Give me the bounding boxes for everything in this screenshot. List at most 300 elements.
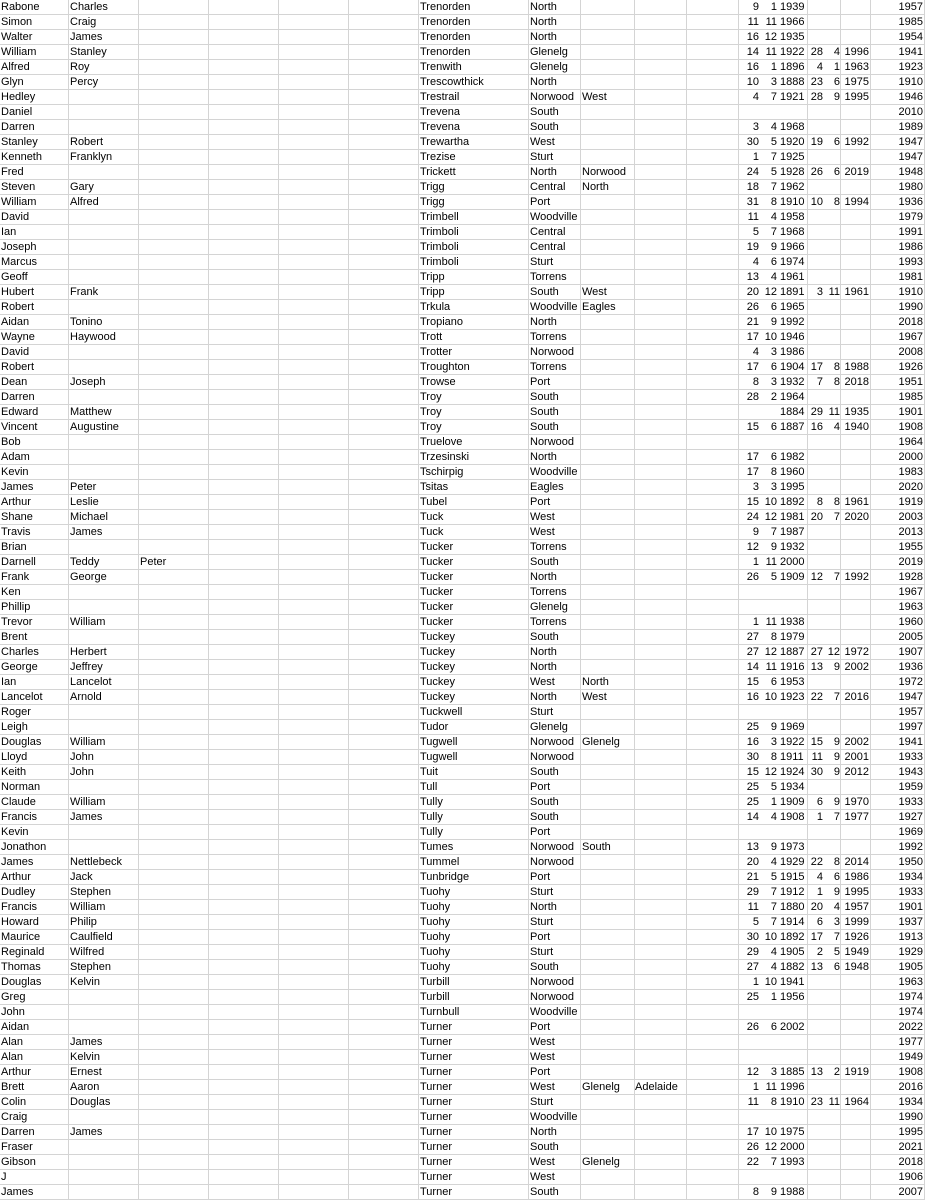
table-cell[interactable]: Douglas xyxy=(1,736,42,748)
table-cell[interactable] xyxy=(581,570,635,584)
table-cell[interactable]: 2008 xyxy=(898,346,923,358)
table-cell[interactable]: 1961 xyxy=(844,286,869,298)
table-cell[interactable]: 9 xyxy=(752,1,759,13)
table-cell[interactable]: 16 xyxy=(810,421,823,433)
table-cell[interactable]: 1905 xyxy=(898,961,923,973)
table-cell[interactable]: Trigg xyxy=(420,196,445,208)
table-cell[interactable] xyxy=(581,255,635,269)
table-cell[interactable] xyxy=(761,435,779,449)
table-cell[interactable]: Central xyxy=(530,226,566,238)
table-cell[interactable]: 3 xyxy=(752,481,759,493)
table-cell[interactable]: Stanley xyxy=(1,136,38,148)
table-cell[interactable]: Arthur xyxy=(1,871,31,883)
table-cell[interactable]: Tuohy xyxy=(420,886,451,898)
table-cell[interactable] xyxy=(634,195,688,209)
table-cell[interactable]: Turnbull xyxy=(420,1006,460,1018)
table-cell[interactable]: Trott xyxy=(420,331,443,343)
table-cell[interactable]: 1933 xyxy=(898,796,923,808)
table-cell[interactable]: 8 xyxy=(833,196,840,208)
table-cell[interactable]: Trevena xyxy=(420,121,460,133)
table-cell[interactable] xyxy=(738,825,761,839)
table-cell[interactable] xyxy=(842,825,871,839)
table-cell[interactable]: 1968 xyxy=(780,226,805,238)
table-cell[interactable]: 3 xyxy=(770,376,777,388)
table-cell[interactable]: 8 xyxy=(770,631,777,643)
table-cell[interactable]: South xyxy=(530,796,559,808)
table-cell[interactable]: 4 xyxy=(770,211,777,223)
table-cell[interactable]: West xyxy=(582,286,607,298)
table-cell[interactable]: Torrens xyxy=(530,586,567,598)
table-cell[interactable]: Stanley xyxy=(70,46,107,58)
table-cell[interactable] xyxy=(634,1065,688,1079)
table-cell[interactable]: West xyxy=(530,1156,555,1168)
table-cell[interactable] xyxy=(825,345,842,359)
table-cell[interactable]: 4 xyxy=(833,46,840,58)
table-cell[interactable]: Tripp xyxy=(420,271,445,283)
table-cell[interactable]: Truelove xyxy=(420,436,463,448)
table-cell[interactable] xyxy=(825,465,842,479)
table-cell[interactable]: Hubert xyxy=(1,286,35,298)
table-cell[interactable]: 1977 xyxy=(898,1036,923,1048)
table-cell[interactable]: J xyxy=(1,1171,7,1183)
table-cell[interactable]: 1986 xyxy=(780,346,805,358)
table-cell[interactable] xyxy=(808,30,825,44)
table-cell[interactable] xyxy=(634,915,688,929)
table-cell[interactable]: 1932 xyxy=(780,541,805,553)
table-cell[interactable] xyxy=(825,315,842,329)
table-cell[interactable]: 9 xyxy=(833,661,840,673)
table-cell[interactable] xyxy=(634,420,688,434)
table-cell[interactable]: Fraser xyxy=(1,1141,33,1153)
table-cell[interactable] xyxy=(581,375,635,389)
table-cell[interactable]: 2002 xyxy=(780,1021,805,1033)
table-cell[interactable]: Trestrail xyxy=(420,91,460,103)
table-cell[interactable] xyxy=(842,315,871,329)
table-cell[interactable]: Tschirpig xyxy=(420,466,464,478)
table-cell[interactable] xyxy=(139,495,209,509)
table-cell[interactable]: Stephen xyxy=(70,961,111,973)
table-cell[interactable] xyxy=(825,1005,842,1019)
table-cell[interactable]: 9 xyxy=(833,751,840,763)
table-cell[interactable] xyxy=(581,660,635,674)
table-cell[interactable]: 28 xyxy=(810,91,823,103)
table-cell[interactable]: 1963 xyxy=(898,601,923,613)
table-cell[interactable]: 4 xyxy=(770,271,777,283)
table-cell[interactable] xyxy=(761,825,779,839)
table-cell[interactable] xyxy=(139,750,209,764)
table-cell[interactable]: 2007 xyxy=(898,1186,923,1198)
table-cell[interactable]: Tuckey xyxy=(420,676,456,688)
table-cell[interactable]: Woodville xyxy=(530,301,578,313)
table-cell[interactable]: Robert xyxy=(70,136,104,148)
table-cell[interactable] xyxy=(808,450,825,464)
table-cell[interactable]: Trevor xyxy=(1,616,33,628)
table-cell[interactable] xyxy=(69,300,139,314)
table-cell[interactable] xyxy=(738,405,761,419)
table-cell[interactable] xyxy=(634,375,688,389)
table-cell[interactable]: William xyxy=(1,46,37,58)
table-cell[interactable]: Reginald xyxy=(1,946,45,958)
table-cell[interactable] xyxy=(825,15,842,29)
table-cell[interactable]: Daniel xyxy=(1,106,33,118)
table-cell[interactable]: Wilfred xyxy=(70,946,105,958)
table-cell[interactable]: 18 xyxy=(746,181,759,193)
table-cell[interactable]: Glenelg xyxy=(530,721,568,733)
table-cell[interactable]: Jeffrey xyxy=(70,661,103,673)
table-cell[interactable] xyxy=(581,525,635,539)
table-cell[interactable]: Steven xyxy=(1,181,36,193)
table-cell[interactable]: Lloyd xyxy=(1,751,28,763)
table-cell[interactable]: Norwood xyxy=(530,991,575,1003)
table-cell[interactable] xyxy=(139,45,209,59)
table-cell[interactable]: Sturt xyxy=(530,151,554,163)
table-cell[interactable] xyxy=(581,585,635,599)
table-cell[interactable]: Francis xyxy=(1,811,38,823)
table-cell[interactable]: 12 xyxy=(764,31,777,43)
table-cell[interactable] xyxy=(139,120,209,134)
table-cell[interactable] xyxy=(761,705,779,719)
table-cell[interactable]: 1987 xyxy=(780,526,805,538)
table-cell[interactable] xyxy=(808,0,825,14)
table-cell[interactable]: 27 xyxy=(746,961,759,973)
table-cell[interactable] xyxy=(825,975,842,989)
table-cell[interactable] xyxy=(139,615,209,629)
table-cell[interactable]: 9 xyxy=(770,721,777,733)
table-cell[interactable] xyxy=(139,375,209,389)
table-cell[interactable]: 26 xyxy=(746,571,759,583)
table-cell[interactable] xyxy=(139,450,209,464)
table-cell[interactable]: 2000 xyxy=(898,451,923,463)
table-cell[interactable] xyxy=(808,150,825,164)
table-cell[interactable]: William xyxy=(70,796,106,808)
table-cell[interactable]: Trowse xyxy=(420,376,456,388)
table-cell[interactable] xyxy=(69,1170,139,1184)
table-cell[interactable]: Port xyxy=(530,826,551,838)
table-cell[interactable]: Torrens xyxy=(530,361,567,373)
table-cell[interactable]: William xyxy=(1,196,37,208)
table-cell[interactable]: 1926 xyxy=(844,931,869,943)
table-cell[interactable]: 9 xyxy=(833,886,840,898)
table-cell[interactable] xyxy=(738,1170,761,1184)
table-cell[interactable]: 11 xyxy=(747,211,759,223)
table-cell[interactable]: 1909 xyxy=(780,571,805,583)
table-cell[interactable] xyxy=(581,135,635,149)
table-cell[interactable] xyxy=(581,885,635,899)
table-cell[interactable]: 11 xyxy=(811,751,823,763)
table-cell[interactable]: Lancelot xyxy=(70,676,112,688)
table-cell[interactable]: 1939 xyxy=(780,1,805,13)
table-cell[interactable]: Glenelg xyxy=(582,1156,620,1168)
table-cell[interactable] xyxy=(634,165,688,179)
table-cell[interactable]: 1887 xyxy=(780,421,805,433)
table-cell[interactable]: South xyxy=(530,286,559,298)
table-cell[interactable] xyxy=(69,105,139,119)
table-cell[interactable]: 10 xyxy=(764,931,777,943)
table-cell[interactable] xyxy=(581,0,635,14)
table-cell[interactable]: 1995 xyxy=(898,1126,923,1138)
table-cell[interactable]: 15 xyxy=(746,421,759,433)
table-cell[interactable] xyxy=(139,270,209,284)
table-cell[interactable]: North xyxy=(530,691,557,703)
table-cell[interactable] xyxy=(842,180,871,194)
table-cell[interactable] xyxy=(139,180,209,194)
table-cell[interactable]: Tully xyxy=(420,826,443,838)
table-cell[interactable]: 1967 xyxy=(898,586,923,598)
table-cell[interactable]: North xyxy=(530,571,557,583)
table-cell[interactable]: 1940 xyxy=(844,421,869,433)
table-cell[interactable] xyxy=(634,105,688,119)
table-cell[interactable] xyxy=(139,840,209,854)
table-cell[interactable]: Darren xyxy=(1,1126,35,1138)
table-cell[interactable] xyxy=(581,150,635,164)
table-cell[interactable] xyxy=(139,780,209,794)
table-cell[interactable]: Port xyxy=(530,376,551,388)
table-cell[interactable] xyxy=(581,420,635,434)
table-cell[interactable] xyxy=(825,555,842,569)
table-cell[interactable] xyxy=(808,465,825,479)
table-cell[interactable] xyxy=(842,0,871,14)
table-cell[interactable]: 1923 xyxy=(898,61,923,73)
table-cell[interactable] xyxy=(69,240,139,254)
table-cell[interactable] xyxy=(581,240,635,254)
table-cell[interactable]: 1964 xyxy=(780,391,805,403)
table-cell[interactable]: Leslie xyxy=(70,496,99,508)
table-cell[interactable]: Torrens xyxy=(530,616,567,628)
table-cell[interactable]: 1924 xyxy=(780,766,805,778)
table-cell[interactable]: Alfred xyxy=(1,61,30,73)
table-cell[interactable] xyxy=(842,720,871,734)
table-cell[interactable] xyxy=(634,960,688,974)
table-cell[interactable]: Turbill xyxy=(420,991,450,1003)
table-cell[interactable]: 1963 xyxy=(844,61,869,73)
table-cell[interactable] xyxy=(69,825,139,839)
table-cell[interactable]: 1957 xyxy=(898,1,923,13)
table-cell[interactable]: 1901 xyxy=(898,406,923,418)
table-cell[interactable] xyxy=(808,435,825,449)
table-cell[interactable]: 4 xyxy=(770,961,777,973)
table-cell[interactable]: 6 xyxy=(770,256,777,268)
table-cell[interactable] xyxy=(581,435,635,449)
table-cell[interactable]: Glenelg xyxy=(582,736,620,748)
table-cell[interactable]: 25 xyxy=(746,796,759,808)
table-cell[interactable] xyxy=(808,825,825,839)
table-cell[interactable]: Torrens xyxy=(530,331,567,343)
table-cell[interactable] xyxy=(139,1125,209,1139)
table-cell[interactable] xyxy=(581,645,635,659)
table-cell[interactable] xyxy=(825,330,842,344)
table-cell[interactable]: Tucker xyxy=(420,616,454,628)
table-cell[interactable]: 3 xyxy=(752,121,759,133)
table-cell[interactable]: 28 xyxy=(746,391,759,403)
table-cell[interactable]: North xyxy=(582,676,609,688)
table-cell[interactable]: 1960 xyxy=(898,616,923,628)
table-cell[interactable] xyxy=(581,705,635,719)
table-cell[interactable]: Trimboli xyxy=(420,226,459,238)
table-cell[interactable] xyxy=(808,585,825,599)
table-cell[interactable]: 1908 xyxy=(898,421,923,433)
table-cell[interactable]: Ian xyxy=(1,676,17,688)
table-cell[interactable]: Port xyxy=(530,496,551,508)
table-cell[interactable]: James xyxy=(70,1126,103,1138)
table-cell[interactable] xyxy=(825,105,842,119)
table-cell[interactable]: 1908 xyxy=(898,1066,923,1078)
table-cell[interactable]: Port xyxy=(530,196,551,208)
table-cell[interactable] xyxy=(808,225,825,239)
table-cell[interactable] xyxy=(581,1110,635,1124)
table-cell[interactable] xyxy=(808,345,825,359)
table-cell[interactable]: 22 xyxy=(746,1156,759,1168)
table-cell[interactable]: 1946 xyxy=(780,331,805,343)
table-cell[interactable] xyxy=(842,270,871,284)
table-cell[interactable]: James xyxy=(1,481,34,493)
table-cell[interactable]: 8 xyxy=(770,196,777,208)
table-cell[interactable]: 4 xyxy=(816,61,823,73)
table-cell[interactable]: Kenneth xyxy=(1,151,42,163)
table-cell[interactable] xyxy=(738,435,761,449)
table-cell[interactable]: 8 xyxy=(816,496,823,508)
table-cell[interactable]: Tuohy xyxy=(420,901,451,913)
table-cell[interactable]: 13 xyxy=(810,961,823,973)
table-cell[interactable]: Arthur xyxy=(1,496,31,508)
table-cell[interactable]: Alfred xyxy=(70,196,99,208)
table-cell[interactable]: Norwood xyxy=(530,346,575,358)
table-cell[interactable] xyxy=(808,1110,825,1124)
table-cell[interactable]: Tugwell xyxy=(420,736,458,748)
table-cell[interactable]: 1887 xyxy=(780,646,805,658)
table-cell[interactable]: 1904 xyxy=(780,361,805,373)
table-cell[interactable]: Travis xyxy=(1,526,31,538)
table-cell[interactable] xyxy=(139,1170,209,1184)
table-cell[interactable]: Joseph xyxy=(70,376,106,388)
table-cell[interactable] xyxy=(139,285,209,299)
table-cell[interactable] xyxy=(779,705,809,719)
table-cell[interactable]: Turner xyxy=(420,1051,452,1063)
table-cell[interactable] xyxy=(779,825,809,839)
table-cell[interactable]: Ken xyxy=(1,586,21,598)
table-cell[interactable] xyxy=(581,825,635,839)
table-cell[interactable] xyxy=(139,630,209,644)
table-cell[interactable]: Trenorden xyxy=(420,46,471,58)
table-cell[interactable] xyxy=(825,630,842,644)
table-cell[interactable]: 11 xyxy=(765,661,777,673)
table-cell[interactable] xyxy=(634,930,688,944)
table-cell[interactable]: James xyxy=(1,856,34,868)
table-cell[interactable] xyxy=(139,1095,209,1109)
table-cell[interactable] xyxy=(581,540,635,554)
table-cell[interactable]: Gibson xyxy=(1,1156,36,1168)
table-cell[interactable]: Trzesinski xyxy=(420,451,470,463)
table-cell[interactable]: 6 xyxy=(770,676,777,688)
table-cell[interactable] xyxy=(69,780,139,794)
table-cell[interactable]: Craig xyxy=(70,16,97,28)
table-cell[interactable]: Sturt xyxy=(530,946,554,958)
table-cell[interactable]: 9 xyxy=(770,841,777,853)
table-cell[interactable]: 13 xyxy=(810,661,823,673)
table-cell[interactable] xyxy=(581,480,635,494)
table-cell[interactable]: 1949 xyxy=(844,946,869,958)
table-cell[interactable]: Turner xyxy=(420,1021,452,1033)
table-cell[interactable] xyxy=(634,405,688,419)
table-cell[interactable] xyxy=(634,735,688,749)
table-cell[interactable]: 1888 xyxy=(780,76,805,88)
table-cell[interactable]: 2013 xyxy=(898,526,923,538)
table-cell[interactable]: Dudley xyxy=(1,886,36,898)
table-cell[interactable]: Roy xyxy=(70,61,90,73)
table-cell[interactable]: 1995 xyxy=(844,91,869,103)
table-cell[interactable]: North xyxy=(530,1126,557,1138)
table-cell[interactable] xyxy=(581,555,635,569)
table-cell[interactable]: 27 xyxy=(746,646,759,658)
table-cell[interactable] xyxy=(634,870,688,884)
table-cell[interactable]: Torrens xyxy=(530,271,567,283)
table-cell[interactable]: 4 xyxy=(770,811,777,823)
table-cell[interactable] xyxy=(842,330,871,344)
table-cell[interactable]: 1950 xyxy=(898,856,923,868)
table-cell[interactable] xyxy=(69,120,139,134)
table-cell[interactable]: 1974 xyxy=(780,256,805,268)
table-cell[interactable] xyxy=(139,1140,209,1154)
table-cell[interactable] xyxy=(761,105,779,119)
table-cell[interactable] xyxy=(139,405,209,419)
table-cell[interactable] xyxy=(634,855,688,869)
table-cell[interactable]: 1989 xyxy=(898,121,923,133)
table-cell[interactable] xyxy=(808,780,825,794)
table-cell[interactable] xyxy=(842,525,871,539)
table-cell[interactable]: 4 xyxy=(833,901,840,913)
table-cell[interactable]: Walter xyxy=(1,31,33,43)
table-cell[interactable]: 2010 xyxy=(898,106,923,118)
table-cell[interactable]: 12 xyxy=(764,646,777,658)
table-cell[interactable]: 2000 xyxy=(780,1141,805,1153)
table-cell[interactable]: 1 xyxy=(752,1081,759,1093)
table-cell[interactable]: 1909 xyxy=(780,796,805,808)
table-cell[interactable]: Woodville xyxy=(530,1006,578,1018)
table-cell[interactable] xyxy=(581,810,635,824)
table-cell[interactable] xyxy=(139,1020,209,1034)
table-cell[interactable]: George xyxy=(70,571,107,583)
table-cell[interactable]: 6 xyxy=(816,796,823,808)
table-cell[interactable]: 1951 xyxy=(898,376,923,388)
table-cell[interactable]: 11 xyxy=(828,1096,840,1108)
table-cell[interactable] xyxy=(825,1080,842,1094)
table-cell[interactable] xyxy=(69,540,139,554)
table-cell[interactable]: Tuckey xyxy=(420,691,456,703)
table-cell[interactable] xyxy=(139,975,209,989)
table-cell[interactable] xyxy=(69,255,139,269)
table-cell[interactable]: 5 xyxy=(770,871,777,883)
table-cell[interactable] xyxy=(779,600,809,614)
table-cell[interactable]: 1910 xyxy=(780,196,805,208)
table-cell[interactable]: 1928 xyxy=(898,571,923,583)
table-cell[interactable] xyxy=(581,870,635,884)
table-cell[interactable] xyxy=(825,0,842,14)
table-cell[interactable] xyxy=(634,690,688,704)
table-cell[interactable]: 1933 xyxy=(898,886,923,898)
table-cell[interactable]: Turner xyxy=(420,1126,452,1138)
table-cell[interactable] xyxy=(581,615,635,629)
table-cell[interactable]: Tubel xyxy=(420,496,448,508)
table-cell[interactable]: Ernest xyxy=(70,1066,102,1078)
table-cell[interactable] xyxy=(634,225,688,239)
table-cell[interactable]: Tropiano xyxy=(420,316,464,328)
table-cell[interactable] xyxy=(808,1170,825,1184)
table-cell[interactable] xyxy=(634,480,688,494)
table-cell[interactable]: Trenwith xyxy=(420,61,462,73)
table-cell[interactable] xyxy=(634,15,688,29)
table-cell[interactable]: 6 xyxy=(770,451,777,463)
table-cell[interactable]: 1907 xyxy=(898,646,923,658)
table-cell[interactable] xyxy=(779,1170,809,1184)
